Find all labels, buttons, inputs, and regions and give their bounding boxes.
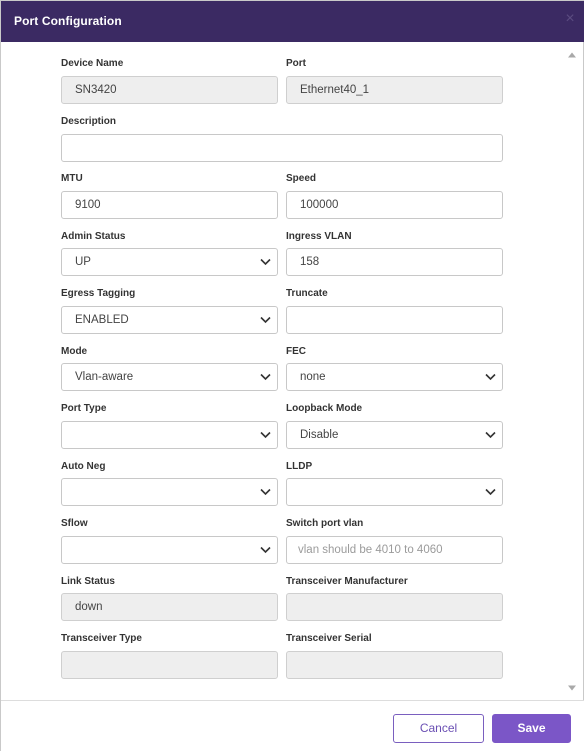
scroll-down-arrow-icon[interactable] <box>567 683 577 693</box>
fec-value: none <box>300 371 326 383</box>
device-name-label: Device Name <box>61 58 124 69</box>
lldp-select[interactable] <box>286 478 503 506</box>
transceiver-type-field <box>61 651 278 679</box>
egress-tagging-value: ENABLED <box>75 314 129 326</box>
save-button[interactable]: Save <box>492 714 571 743</box>
port-type-label: Port Type <box>61 403 107 414</box>
chevron-down-icon <box>260 546 271 554</box>
sflow-select[interactable] <box>61 536 278 564</box>
admin-status-value: UP <box>75 256 91 268</box>
switch-port-vlan-input[interactable] <box>286 536 503 564</box>
switch-port-vlan-placeholder: vlan should be 4010 to 4060 <box>298 544 443 556</box>
mtu-input[interactable] <box>61 191 278 219</box>
link-status-value: down <box>75 601 103 613</box>
sflow-label: Sflow <box>61 518 88 529</box>
ingress-vlan-value: 158 <box>300 256 320 268</box>
admin-status-select[interactable] <box>61 248 278 276</box>
fec-label: FEC <box>286 346 306 357</box>
chevron-down-icon <box>260 431 271 439</box>
auto-neg-label: Auto Neg <box>61 461 106 472</box>
fec-select[interactable] <box>286 363 503 391</box>
mtu-value: 9100 <box>75 199 101 211</box>
speed-label: Speed <box>286 173 317 184</box>
loopback-mode-select[interactable] <box>286 421 503 449</box>
mode-value: Vlan-aware <box>75 371 134 383</box>
transceiver-serial-field <box>286 651 503 679</box>
link-status-label: Link Status <box>61 576 115 587</box>
truncate-input[interactable] <box>286 306 503 334</box>
chevron-down-icon <box>260 373 271 381</box>
dialog-body[interactable] <box>1 42 584 700</box>
mtu-label: MTU <box>61 173 83 184</box>
ingress-vlan-input[interactable] <box>286 248 503 276</box>
transceiver-type-label: Transceiver Type <box>61 633 142 644</box>
speed-input[interactable] <box>286 191 503 219</box>
dialog-footer <box>1 700 584 751</box>
chevron-down-icon <box>260 316 271 324</box>
loopback-mode-value: Disable <box>300 429 339 441</box>
link-status-field <box>61 593 278 621</box>
dialog-title: Port Configuration <box>14 14 122 28</box>
description-label: Description <box>61 116 117 127</box>
egress-tagging-select[interactable] <box>61 306 278 334</box>
mode-label: Mode <box>61 346 88 357</box>
chevron-down-icon <box>485 488 496 496</box>
auto-neg-select[interactable] <box>61 478 278 506</box>
lldp-label: LLDP <box>286 461 313 472</box>
device-name-value: SN3420 <box>75 84 117 96</box>
scroll-up-arrow-icon[interactable] <box>567 50 577 60</box>
chevron-down-icon <box>485 373 496 381</box>
device-name-field <box>61 76 278 104</box>
chevron-down-icon <box>260 488 271 496</box>
port-value: Ethernet40_1 <box>300 84 370 96</box>
admin-status-label: Admin Status <box>61 231 126 242</box>
chevron-down-icon <box>260 258 271 266</box>
truncate-label: Truncate <box>286 288 328 299</box>
description-input[interactable] <box>61 134 503 162</box>
dialog-header <box>1 1 584 42</box>
port-label: Port <box>286 58 306 69</box>
ingress-vlan-label: Ingress VLAN <box>286 231 352 242</box>
chevron-down-icon <box>485 431 496 439</box>
port-type-select[interactable] <box>61 421 278 449</box>
port-field <box>286 76 503 104</box>
cancel-button[interactable]: Cancel <box>393 714 484 743</box>
loopback-mode-label: Loopback Mode <box>286 403 363 414</box>
mode-select[interactable] <box>61 363 278 391</box>
switch-port-vlan-label: Switch port vlan <box>286 518 364 529</box>
transceiver-manufacturer-field <box>286 593 503 621</box>
egress-tagging-label: Egress Tagging <box>61 288 136 299</box>
close-icon[interactable]: × <box>565 10 575 27</box>
transceiver-manufacturer-label: Transceiver Manufacturer <box>286 576 408 587</box>
transceiver-serial-label: Transceiver Serial <box>286 633 372 644</box>
speed-value: 100000 <box>300 199 339 211</box>
